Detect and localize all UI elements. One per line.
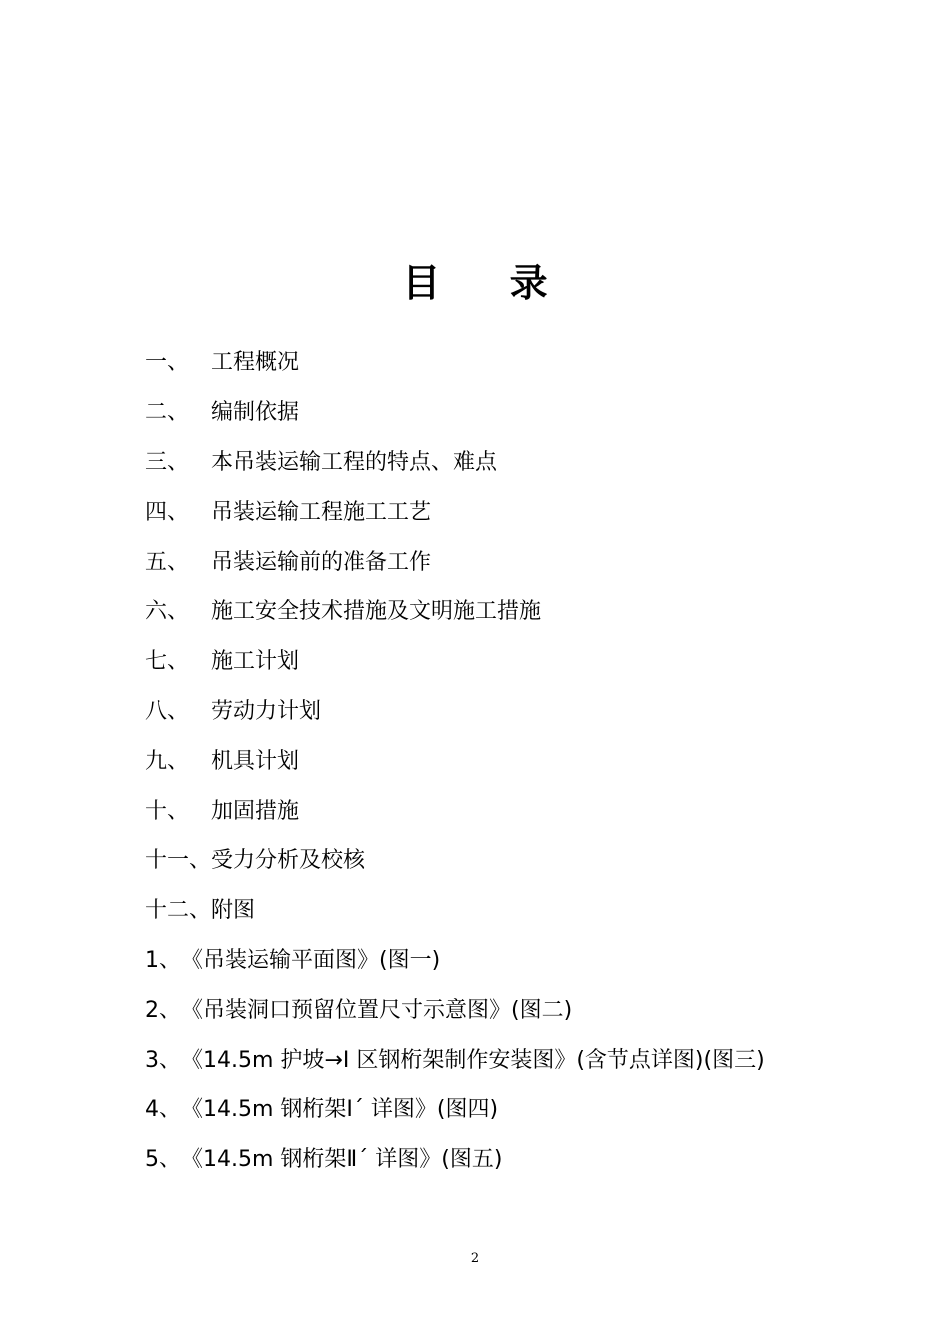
toc-entry [145, 635, 905, 685]
toc-entry-title: 编制依据 [211, 400, 300, 426]
toc-entry [145, 734, 905, 784]
toc-entry-number: 2、 [145, 997, 181, 1023]
page-number: 2 [470, 1251, 480, 1266]
toc-entry [145, 1083, 905, 1133]
toc-entry-number: 三、 [145, 449, 190, 475]
toc-entry-title: 《14.5m 钢桁架Ⅱ´ 详图》(图五) [181, 1147, 503, 1173]
toc-entry-title: 《14.5m 护坡→I 区钢桁架制作安装图》(含节点详图)(图三) [181, 1047, 765, 1073]
toc-entry-number: 五、 [145, 549, 190, 575]
toc-entry [145, 436, 905, 486]
toc-entry [145, 535, 905, 585]
toc-entry-number: 十二、 [145, 898, 212, 924]
toc-entry-title: 吊装运输前的准备工作 [211, 549, 432, 575]
toc-entry-title: 受力分析及校核 [211, 848, 366, 874]
toc-entry [145, 784, 905, 834]
toc-entry-number: 四、 [145, 499, 190, 525]
toc-entry-title: 工程概况 [211, 350, 300, 376]
toc-entry-number: 一、 [145, 350, 190, 376]
toc-entry-number: 1、 [145, 947, 181, 973]
toc-entry-title: 施工计划 [211, 649, 300, 675]
toc-entry [145, 485, 905, 535]
toc-entry-title: 加固措施 [211, 798, 300, 824]
toc-entry-number: 六、 [145, 599, 190, 625]
toc-entry-number: 七、 [145, 649, 190, 675]
toc-entry-number: 4、 [145, 1097, 181, 1123]
toc-entry-title: 机具计划 [211, 748, 300, 774]
toc-entry [145, 336, 905, 386]
toc-entry-title: 《吊装运输平面图》(图一) [181, 947, 441, 973]
toc-entry-number: 5、 [145, 1147, 181, 1173]
toc-entry-title: 本吊装运输工程的特点、难点 [211, 449, 498, 475]
toc-entry-number: 十一、 [145, 848, 212, 874]
toc-entry [145, 983, 905, 1033]
toc-entry [145, 834, 905, 884]
toc-entry-number: 八、 [145, 698, 190, 724]
toc-entry-number: 二、 [145, 400, 190, 426]
toc-entry-title: 《14.5m 钢桁架Ⅰ´ 详图》(图四) [181, 1097, 499, 1123]
toc-entry-title: 《吊装洞口预留位置尺寸示意图》(图二) [181, 997, 573, 1023]
page-title: 目 录 [402, 261, 576, 305]
toc-entry [145, 1033, 905, 1083]
toc-entry [145, 884, 905, 934]
toc-entry-number: 十、 [145, 798, 190, 824]
toc-entry-title: 附图 [211, 898, 256, 924]
toc-entry-title: 施工安全技术措施及文明施工措施 [211, 599, 542, 625]
table-of-contents [145, 336, 905, 1183]
toc-entry-title: 劳动力计划 [211, 698, 322, 724]
toc-entry [145, 685, 905, 735]
toc-entry [145, 386, 905, 436]
toc-entry-number: 九、 [145, 748, 190, 774]
toc-entry-title: 吊装运输工程施工工艺 [211, 499, 432, 525]
toc-entry [145, 1133, 905, 1183]
toc-entry [145, 934, 905, 984]
toc-entry-number: 3、 [145, 1047, 181, 1073]
toc-entry [145, 585, 905, 635]
